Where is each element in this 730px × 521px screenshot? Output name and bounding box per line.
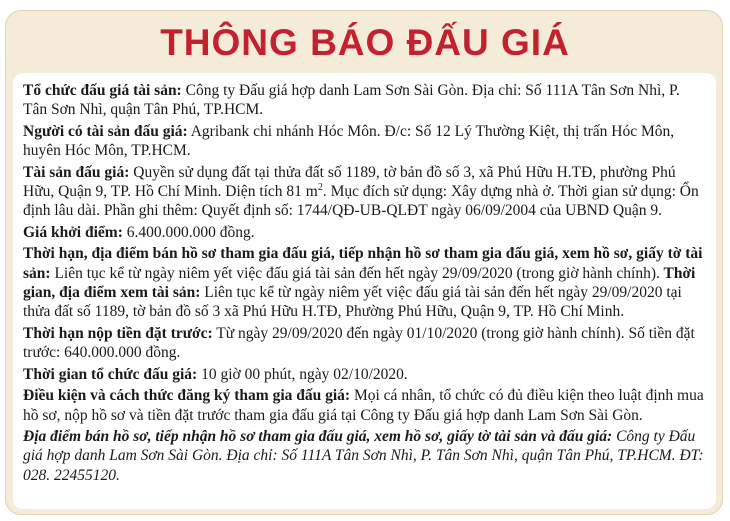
asset-owner-label: Người có tài sản đấu giá: bbox=[23, 122, 188, 140]
viewing-time-text: Liên tục kể từ ngày niêm yết việc đấu giá tài sản đến hết ngày 29/09/2020 tại thửa đất số 1189, tờ bản đồ số 3 xã Phú Hữu H.TĐ, Phường Phú Hữu, Quận 9, TP. Hồ Chí Minh. bbox=[23, 284, 682, 321]
dossier-time-text: Liên tục kể từ ngày niêm yết việc đấu giá tài sản đến hết ngày 29/09/2020 (trong giờ hành chính). bbox=[50, 264, 660, 282]
starting-price-label: Giá khởi điểm: bbox=[23, 223, 123, 241]
starting-price-text: 6.400.000.000 đồng. bbox=[122, 223, 255, 241]
notice-frame bbox=[5, 10, 723, 515]
area-unit-superscript: 2 bbox=[317, 181, 323, 193]
registration-label: Điều kiện và cách thức đăng ký tham gia đấu giá: bbox=[23, 387, 351, 405]
organizer-label: Tổ chức đấu giá tài sản: bbox=[23, 82, 182, 99]
location-label: Địa điểm bán hồ sơ, tiếp nhận hồ sơ tham gia đấu giá, xem hồ sơ, giấy tờ tài sản và đấu giá: bbox=[23, 427, 613, 445]
auction-time-text: 10 giờ 00 phút, ngày 02/10/2020. bbox=[197, 365, 408, 383]
organizer-text: Công ty Đấu giá hợp danh Lam Sơn Sài Gòn. Địa chỉ: Số 111A Tân Sơn Nhì, P. Tân Sơn Nhì, quận Tân Phú, TP.HCM. bbox=[23, 82, 680, 119]
dossier-time-paragraph bbox=[23, 244, 706, 322]
viewing-time-label: Thời gian, địa điểm xem tài sản: bbox=[23, 264, 696, 302]
asset-text: Quyền sử dụng đất tại thửa đất số 1189, tờ bản đồ số 3, xã Phú Hữu H.TĐ, phường Phú Hữu, Quận 9, TP. Hồ Chí Minh. Diện tích 81 m bbox=[23, 163, 676, 201]
starting-price-paragraph bbox=[23, 223, 706, 242]
deposit-paragraph bbox=[23, 324, 706, 363]
registration-text: Mọi cá nhân, tổ chức có đủ điều kiện theo luật định mua hồ sơ, nộp hồ sơ và tiền đặt trước tham gia đấu giá tại Công ty Đấu giá hợp danh Lam Sơn Sài Gòn. bbox=[23, 387, 704, 424]
location-text: Công ty Đấu giá hợp danh Lam Sơn Sài Gòn. Địa chỉ: Số 111A Tân Sơn Nhì, P. Tân Sơn Nhì, quận Tân Phú, TP.HCM. ĐT: 028. 22455120. bbox=[23, 427, 704, 484]
location-paragraph bbox=[23, 427, 706, 485]
dossier-time-label: Thời hạn, địa điểm bán hồ sơ tham gia đấu giá, tiếp nhận hồ sơ tham gia đấu giá, xem hồ sơ, giấy tờ tài sản: bbox=[23, 245, 703, 282]
auction-time-paragraph bbox=[23, 365, 706, 384]
asset-owner-paragraph bbox=[23, 122, 706, 161]
asset-text-continued: . Mục đích sử dụng: Xây dựng nhà ở. Thời gian sử dụng: Ổn định lâu dài. Phần ghi thêm: Quyết định số: 1744/QĐ-UB-QLĐT ngày 06/09/2004 của UBND Quận 9. bbox=[23, 183, 699, 220]
asset-paragraph bbox=[23, 163, 706, 221]
notice-body bbox=[13, 73, 716, 509]
registration-paragraph bbox=[23, 386, 706, 425]
deposit-label: Thời hạn nộp tiền đặt trước: bbox=[23, 324, 213, 342]
asset-label: Tài sản đấu giá: bbox=[23, 163, 130, 181]
asset-owner-text: Agribank chi nhánh Hóc Môn. Đ/c: Số 12 Lý Thường Kiệt, thị trấn Hóc Môn, huyên Hóc Môn, TP.HCM. bbox=[23, 122, 675, 160]
organizer-paragraph bbox=[23, 81, 706, 120]
auction-time-label: Thời gian tổ chức đấu giá: bbox=[23, 365, 198, 383]
notice-title: THÔNG BÁO ĐẤU GIÁ bbox=[160, 22, 570, 63]
deposit-text: Từ ngày 29/09/2020 đến ngày 01/10/2020 (trong giờ hành chính). Số tiền đặt trước: 640.000.000 đồng. bbox=[23, 324, 695, 362]
